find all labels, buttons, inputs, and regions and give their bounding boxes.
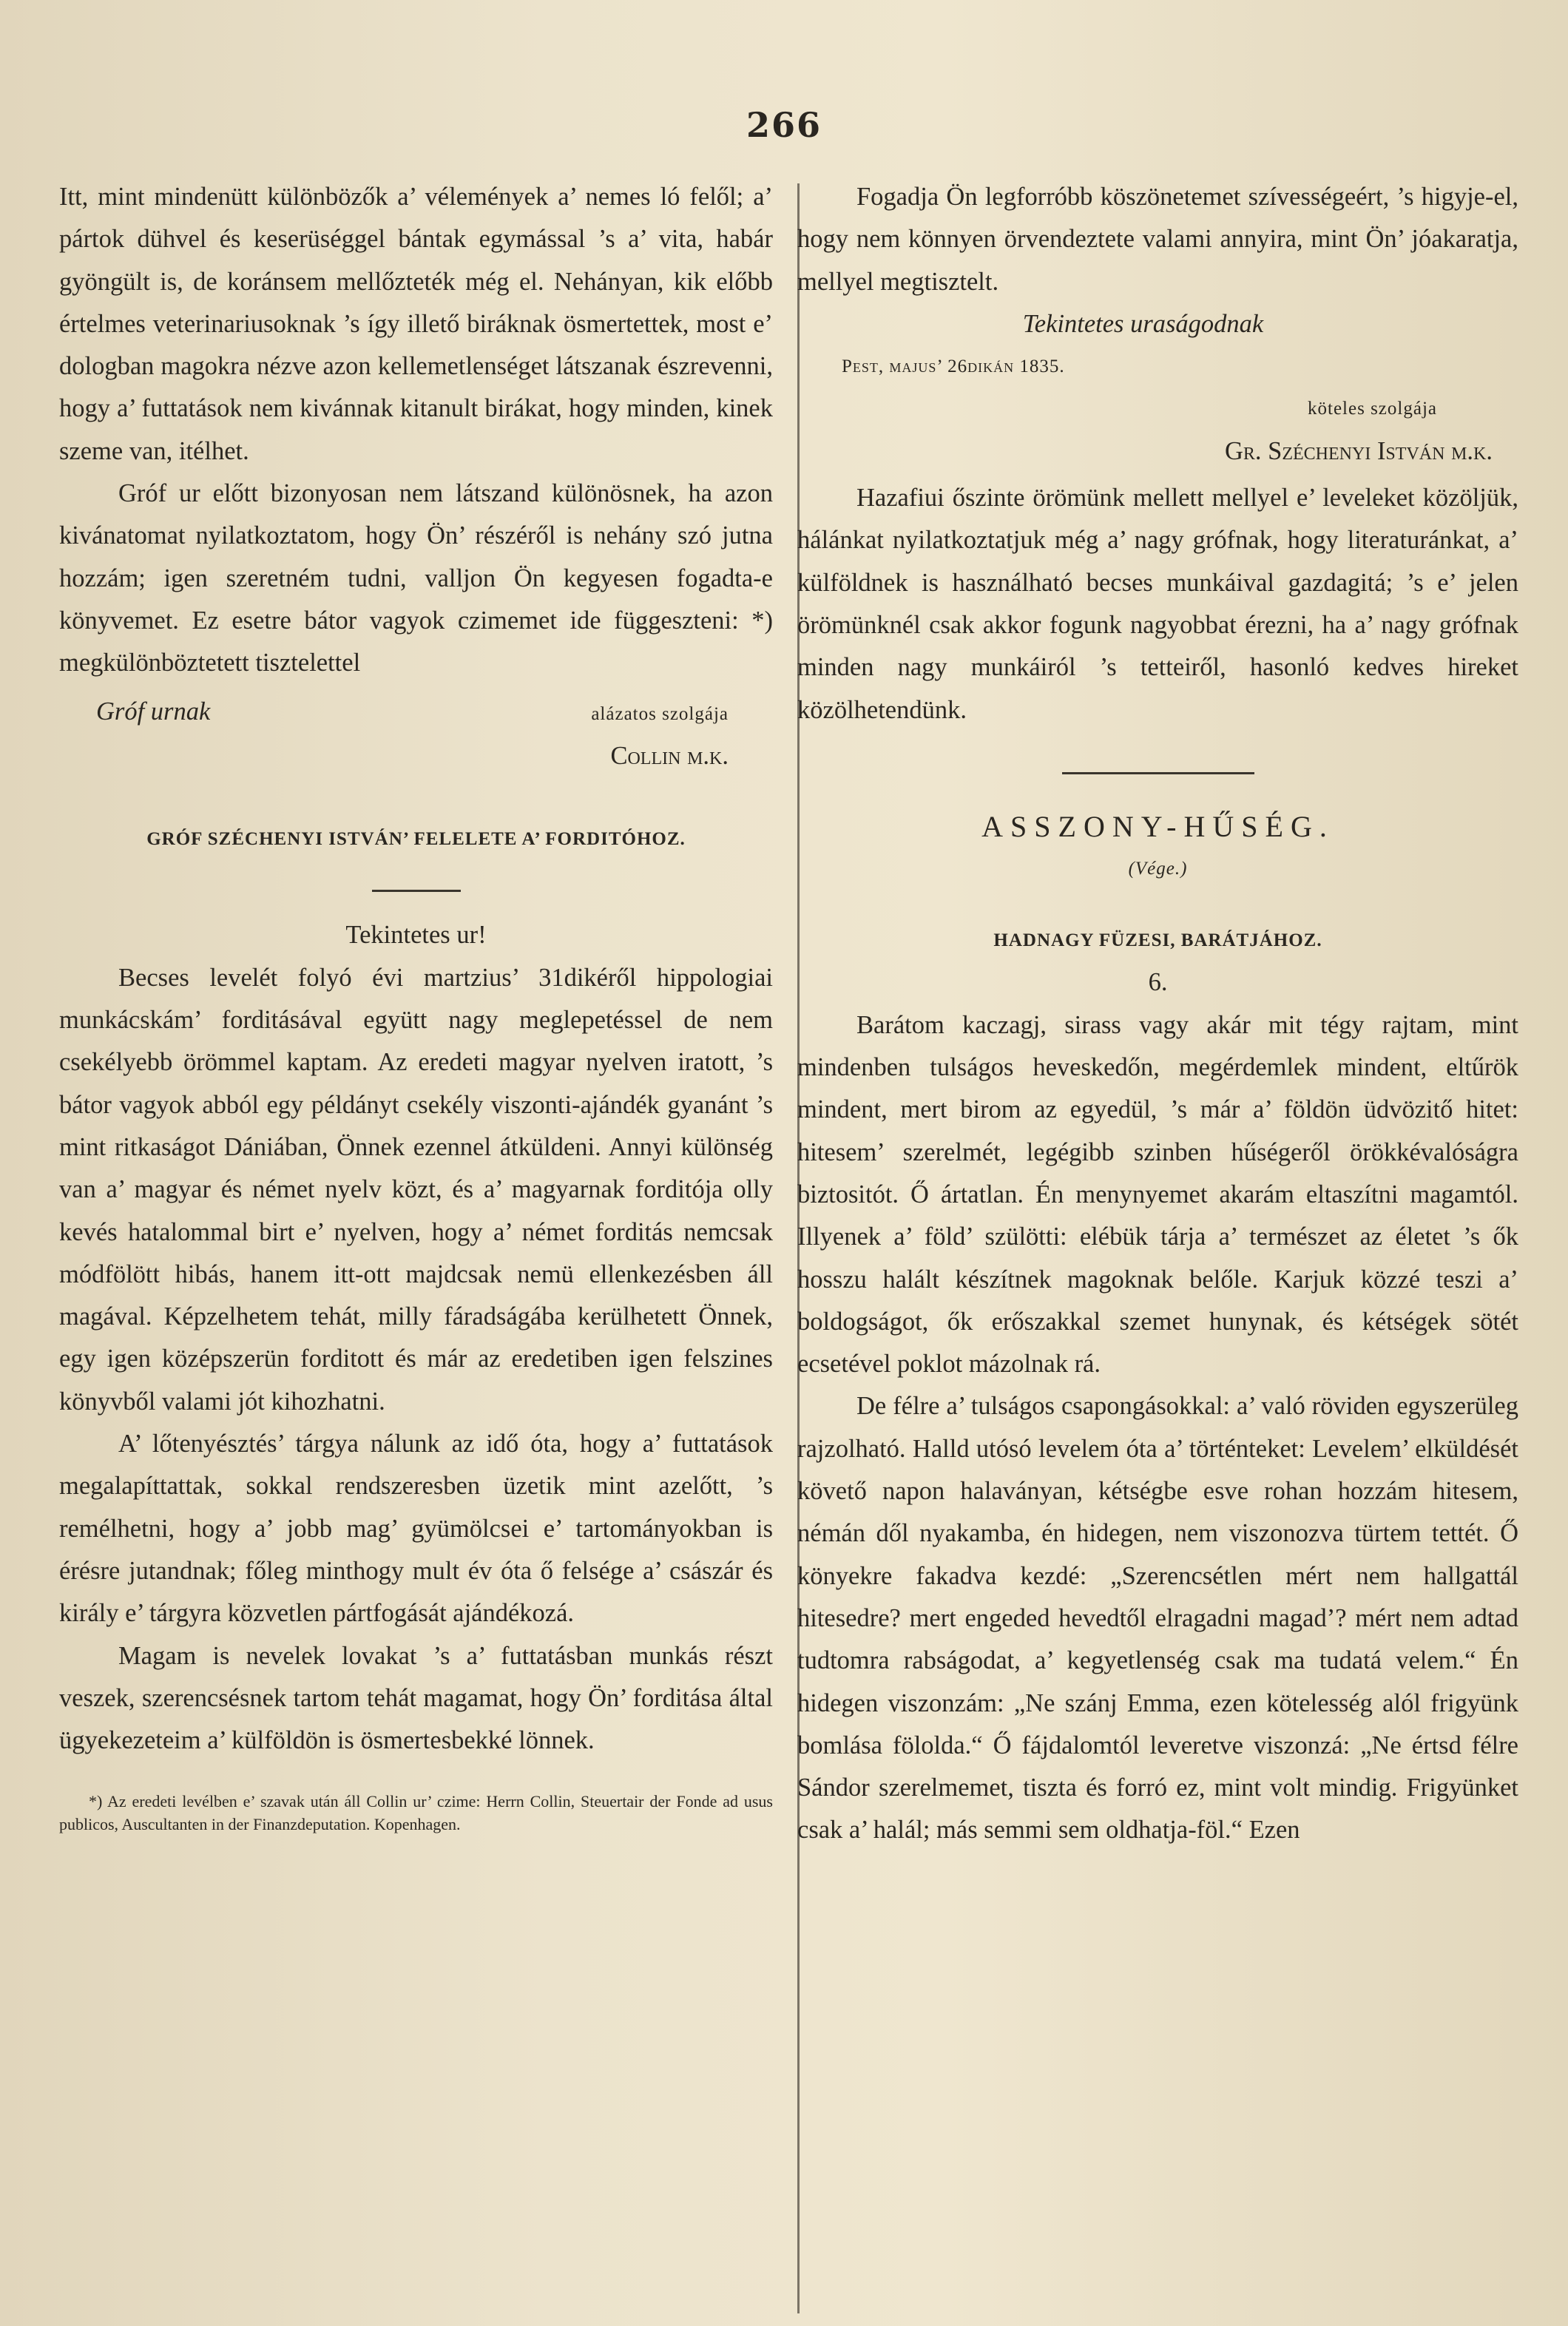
story-subtitle: (Vége.) [1128, 858, 1188, 879]
reply-paragraph-2: A’ lőtenyésztés’ tárgya nálunk az idő óta, hogy a’ futtatások megalapíttattak, sokkal rendszeresben üzetik mint azelőtt, ’s remélhetni, hogy a’ jobb mag’ gyümölcsei e’ tartományokban is érésre jutandnak; főleg minthogy mult év óta ő felsége a’ császár és király e’ tárgyra közvetlen pártfogását ajándékozá. [59, 1430, 773, 1628]
story-paragraph-1: Barátom kaczagj, sirass vagy akár mit tégy rajtam, mint mindenben tulságos heveskedőn, megérdemlek mindent, eltűrök mindent, mert birom az egyedül, ’s már a’ földön üdvözitő hitet: hitesem’ szerelmét, legégibb szinben hűségeről örökkévalóságra biztositót. Ő ártatlan. Én menynyemet akarám eltaszítni magamtól. Illyenek a’ föld’ szülötti: elébük tárja a’ természet az életet ’s ők hosszu halált készítnek magoknak belőle. Karjuk közzé teszi a’ boldogságot, ők erőszakkal szemet hunynak, és kétségek sötét ecsetével poklot mázolnak rá. [797, 1010, 1518, 1379]
footnote: *) Az eredeti levélben e’ szavak után áll Collin ur’ czime: Herrn Collin, Steuertair der Fonde ad usus publicos, Auscultanten in der Finanzdeputation. Kopenhagen. [59, 1792, 773, 1834]
right-column [797, 176, 1518, 1852]
section-rule [1062, 772, 1254, 774]
collin-salutation: Gróf urnak [96, 697, 211, 726]
reply-heading: GRÓF SZÉCHENYI ISTVÁN’ FELELETE A’ FORDITÓHOZ. [146, 829, 686, 850]
collin-signature: Collin m.k. [610, 741, 729, 770]
letter-heading: HADNAGY FÜZESI, BARÁTJÁHOZ. [993, 930, 1322, 951]
story-title: ASSZONY-HŰSÉG. [981, 809, 1334, 843]
collin-letter-paragraph-2: Gróf ur előtt bizonyosan nem látszand különösnek, ha azon kivánatomat nyilatkoztatom, hogy Ön’ részéről is nehány szó jutna hozzám; igen szeretném tudni, valljon Ön kegyesen fogadta-e könyvemet. Ez esetre bátor vagyok czimemet ide függeszteni: *) megkülönböztetett tisztelettel [59, 479, 773, 677]
story-paragraph-2: De félre a’ tulságos csapongásokkal: a’ való röviden egyszerüleg rajzolható. Halld utósó levelem óta a’ történteket: Levelem’ elküldését követő napon halaványan, kétségbe esve rohan hozzám hitesem, némán dől nyakamba, én hidegen, nem viszonozva türtem tettét. Ő könyekre fakadva kezdé: „Szerencsétlen mért nem hallgattál hitesedre? mert engeded hevedtől elragadni magad’? mért nem adtad tudtomra rabságodat, a’ kegyetlenség csak ma tudatá velem.“ Én hidegen viszonzám: „Ne szánj Emma, ezen kötelesség alól frigyünk bomlása fölolda.“ Ő fájdalomtól leveretve viszonzá: „Ne értsd félre Sándor szerelmemet, tiszta és forró ez, mint volt mindig. Frigyünket csak a’ halál; más semmi sem oldhatja-föl.“ Ezen [797, 1392, 1518, 1845]
reply-salutation: Tekintetes uraságodnak [1022, 309, 1264, 338]
collin-signature-block [59, 691, 773, 735]
collin-closing: alázatos szolgája [591, 703, 729, 724]
reply-paragraph-1: Becses levelét folyó évi martzius’ 31dikéről hippologiai munkácskám’ forditásával együtt nagy meglepetéssel de nem csekélyebb örömmel kaptam. Az eredeti magyar nyelven iratott, ’s bátor vagyok abból egy példányt csekély viszonti-ajándék gyanánt ’s mint ritkaságot Dániában, Önnek ezennel átküldeni. Annyi különség van a’ magyar és német nyelv közt, és a’ magyarnak forditója olly kevés hatalommal birt e’ nyelven, hogy a’ német forditás nemcsak módfölött hibás, hanem itt-ott majdcsak nemü ellenkezésben áll magával. Képzelhetem tehát, milly fáradságába kerülhetett Önnek, egy igen középszerün forditott és már az eredetiben igen felszines könyvből valami jót kihozhatni. [59, 963, 773, 1416]
section-number: 6. [1148, 968, 1168, 997]
left-column [59, 176, 773, 1836]
reply-signature: Gr. Széchenyi István m.k. [1224, 436, 1493, 465]
reply-closing: köteles szolgája [1308, 399, 1437, 419]
editor-note-paragraph: Hazafiui őszinte örömünk mellett mellyel e’ leveleket közöljük, hálánkat nyilatkoztatjuk még a’ nagy grófnak, hogy literaturánkat, a’ külföldnek is használható becses munkáival gazdagitá; ’s e’ jelen örömünknél csak akkor fogunk nagyobbat érezni, ha a’ nagy grófnak minden nagy munkáiról ’s tetteiről, hasonló kedves hireket közölhetendünk. [797, 484, 1518, 724]
reply-paragraph-4: Fogadja Ön legforróbb köszönetemet szívességeért, ’s higyje-el, hogy nem könnyen örvendeztete valami annyira, mint Ön’ jóakaratja, mellyel megtisztelt. [797, 183, 1518, 296]
page-number: 266 [746, 105, 822, 145]
reply-paragraph-3: Magam is nevelek lovakat ’s a’ futtatásban munkás részt veszek, szerencsésnek tartom tehát magamat, hogy Ön’ forditása által ügyekezeteim a’ külföldön is ösmertesbekké lönnek. [59, 1641, 773, 1755]
heading-rule [372, 890, 461, 892]
reply-address: Tekintetes ur! [345, 921, 487, 950]
reply-place-date: Pest, majus’ 26dikán 1835. [842, 356, 1065, 377]
collin-letter-paragraph-1: Itt, mint mindenütt különbözők a’ vélemények a’ nemes ló felől; a’ pártok dühvel és keserüséggel bántak egymással ’s a’ vita, habár gyöngült is, de koránsem mellőzteték még el. Nehányan, kik előbb értelmes veterinariusoknak ’s így illető biráknak ösmertettek, most e’ dologban magokra nézve azon kellemetlenséget látszanak észrevenni, hogy a’ futtatások nem kivánnak kitanult birákat, hogy minden, kinek szeme van, itélhet. [59, 183, 773, 465]
